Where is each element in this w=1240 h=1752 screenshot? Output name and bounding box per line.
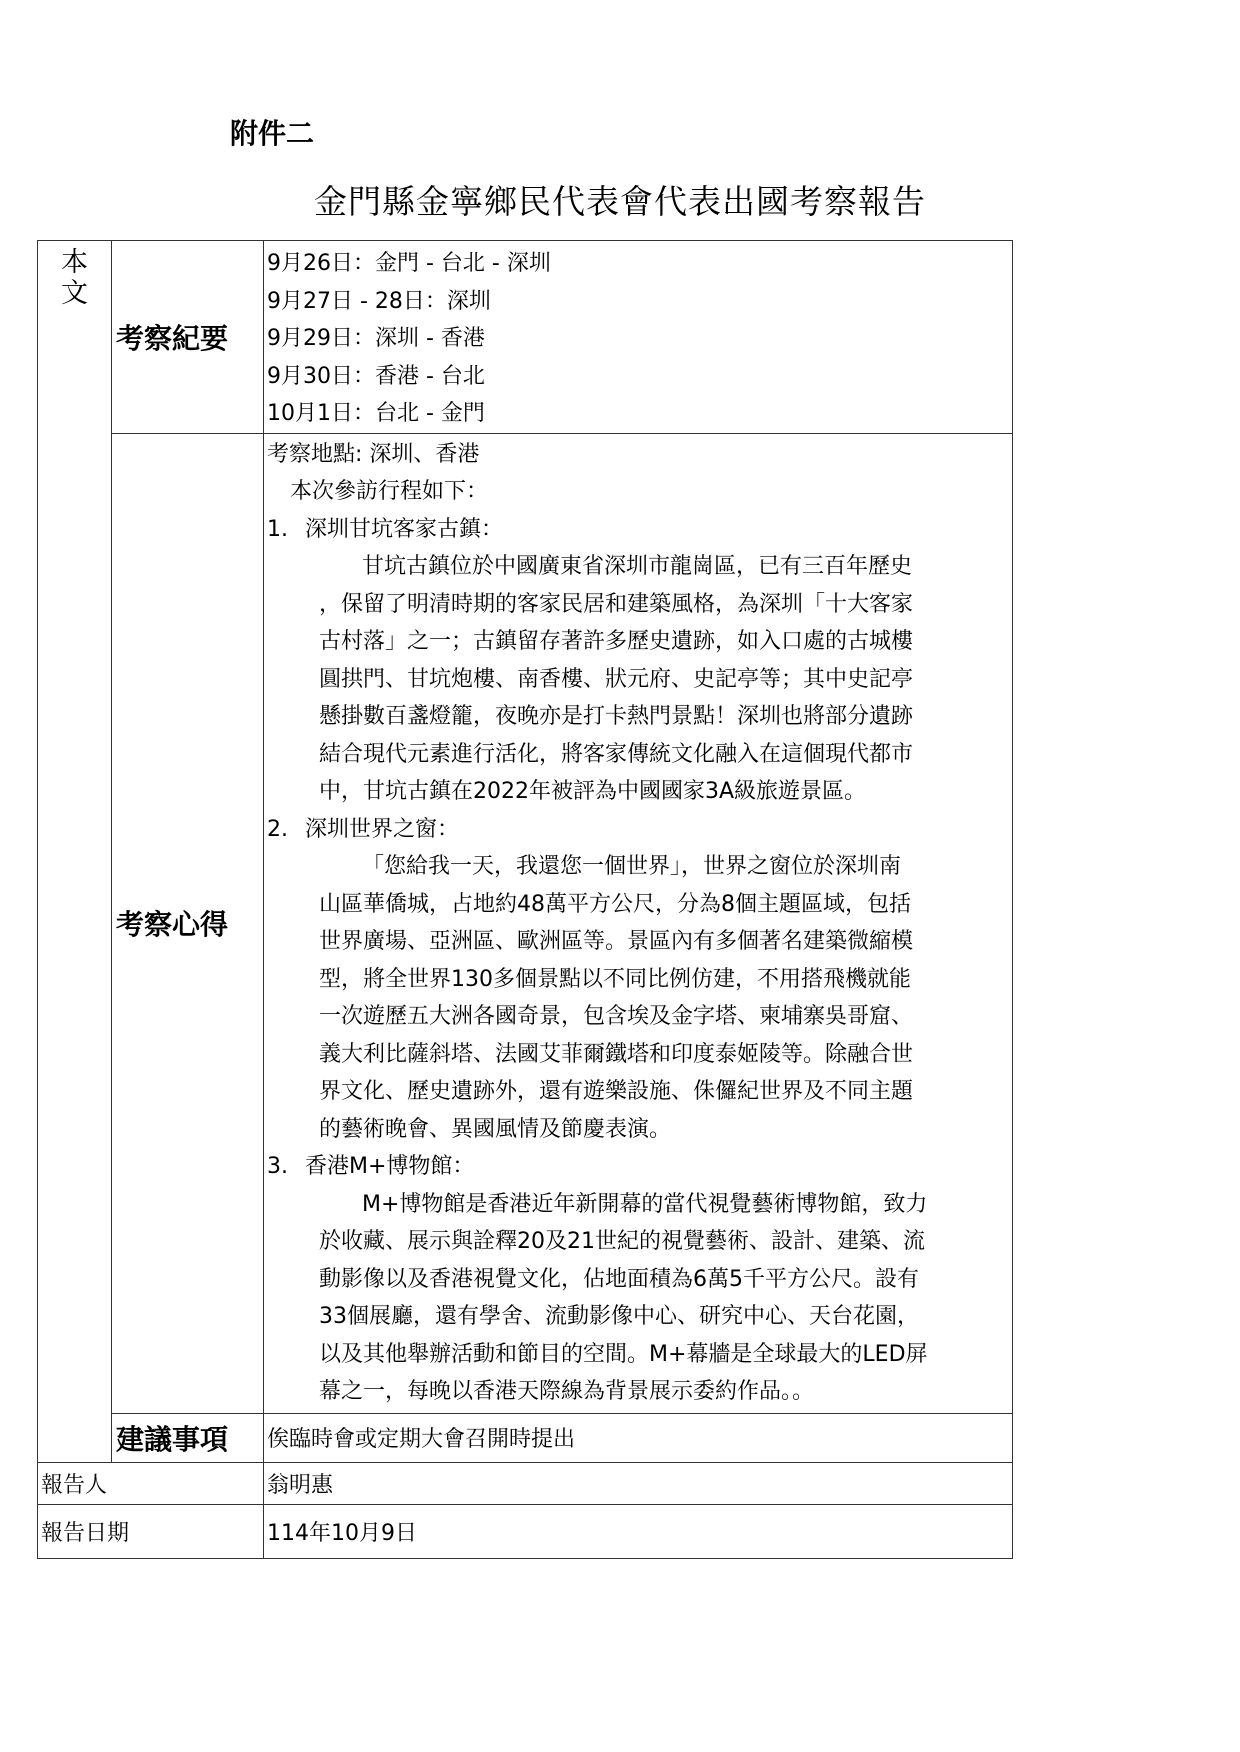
schedule-line: 9月29日：深圳 - 香港 xyxy=(267,326,485,351)
paragraph-line: 懸掛數百盞燈籠，夜晚亦是打卡熱門景點！深圳也將部分遺跡 xyxy=(319,704,914,729)
report-date-value: 114年10月9日 xyxy=(264,1504,1013,1558)
reflection-label: 考察心得 xyxy=(112,433,264,1413)
paragraph-line: 結合現代元素進行活化，將客家傳統文化融入在這個現代都市 xyxy=(319,741,914,767)
summary-row xyxy=(38,241,1013,434)
item-number: 2. xyxy=(267,816,288,842)
paragraph-line: 幕之一，每晚以香港天際線為背景展示委約作品。。 xyxy=(319,1379,815,1404)
paragraph-line: M+博物館是香港近年新開幕的當代視覺藝術博物館，致力 xyxy=(362,1191,928,1217)
reporter-label: 報告人 xyxy=(38,1462,264,1504)
item-number: 1. xyxy=(267,516,288,542)
paragraph-line: 山區華僑城，占地約48萬平方公尺，分為8個主題區域，包括 xyxy=(319,891,911,917)
schedule-line: 9月30日：香港 - 台北 xyxy=(267,363,485,389)
paragraph-line: 「您給我一天，我還您一個世界」，世界之窗位於深圳南 xyxy=(362,854,902,879)
paragraph-line: 界文化、歷史遺跡外，還有遊樂設施、侏儸紀世界及不同主題 xyxy=(319,1079,914,1104)
schedule-line: 10月1日：台北 - 金門 xyxy=(267,401,485,426)
section-label: 本文 xyxy=(56,247,87,309)
report-date-row xyxy=(38,1504,1013,1558)
paragraph-line: 33個展廳，還有學舍、流動影像中心、研究中心、天台花園， xyxy=(319,1304,919,1329)
item-title: 深圳世界之窗： xyxy=(305,816,460,842)
reflection-row xyxy=(38,433,1013,1413)
summary-content xyxy=(264,241,1013,434)
intro-line: 本次參訪行程如下： xyxy=(290,479,489,504)
paragraph-line: 於收藏、展示與詮釋20及21世紀的視覺藝術、設計、建築、流 xyxy=(319,1229,925,1254)
attachment-label: 附件二 xyxy=(230,117,315,150)
schedule-line: 9月26日：金門 - 台北 - 深圳 xyxy=(267,251,551,276)
item-heading xyxy=(264,511,1012,549)
item-title: 香港M+博物館： xyxy=(305,1154,475,1179)
suggestion-value: 俟臨時會或定期大會召開時提出 xyxy=(264,1413,1013,1462)
paragraph-line: ，保留了明清時期的客家民居和建築風格，為深圳「十大客家 xyxy=(319,591,914,617)
paragraph-line: 中，甘坑古鎮在2022年被評為中國國家3A級旅遊景區。 xyxy=(319,779,867,804)
section-cell xyxy=(38,241,112,1463)
reporter-value: 翁明惠 xyxy=(264,1462,1013,1504)
paragraph-line: 以及其他舉辦活動和節目的空間。M+幕牆是全球最大的LED屏 xyxy=(319,1341,928,1367)
item-heading xyxy=(264,1148,1012,1186)
paragraph-line: 動影像以及香港視覺文化，佔地面積為6萬5千平方公尺。設有 xyxy=(319,1266,919,1292)
report-table xyxy=(37,240,1013,1559)
report-date-label: 報告日期 xyxy=(38,1504,264,1558)
paragraph-line: 型，將全世界130多個景點以不同比例仿建，不用搭飛機就能 xyxy=(319,966,911,992)
item-heading xyxy=(264,811,1012,849)
item-title: 深圳甘坑客家古鎮： xyxy=(305,516,504,542)
schedule-line: 9月27日 - 28日：深圳 xyxy=(267,288,491,314)
paragraph-line: 圓拱門、甘坑炮樓、南香樓、狀元府、史記亭等；其中史記亭 xyxy=(319,666,914,692)
paragraph-line: 一次遊歷五大洲各國奇景，包含埃及金字塔、柬埔寨吳哥窟、 xyxy=(319,1004,914,1029)
item-number: 3. xyxy=(267,1154,288,1179)
suggestion-label: 建議事項 xyxy=(112,1413,264,1462)
reporter-row xyxy=(38,1462,1013,1504)
summary-label: 考察紀要 xyxy=(112,241,264,434)
location-line: 考察地點: 深圳、香港 xyxy=(267,441,480,467)
paragraph-line: 的藝術晚會、異國風情及節慶表演。 xyxy=(319,1116,672,1142)
reflection-content xyxy=(264,433,1013,1413)
paragraph-line: 世界廣場、亞洲區、歐洲區等。景區內有多個著名建築微縮模 xyxy=(319,929,914,954)
page-title: 金門縣金寧鄉民代表會代表出國考察報告 xyxy=(314,182,926,221)
paragraph-line: 義大利比薩斜塔、法國艾菲爾鐵塔和印度泰姬陵等。除融合世 xyxy=(319,1041,914,1067)
suggestion-row xyxy=(38,1413,1013,1462)
paragraph-line: 古村落」之一；古鎮留存著許多歷史遺跡，如入口處的古城樓 xyxy=(319,629,914,654)
paragraph-line: 甘坑古鎮位於中國廣東省深圳市龍崗區，已有三百年歷史 xyxy=(362,554,913,579)
